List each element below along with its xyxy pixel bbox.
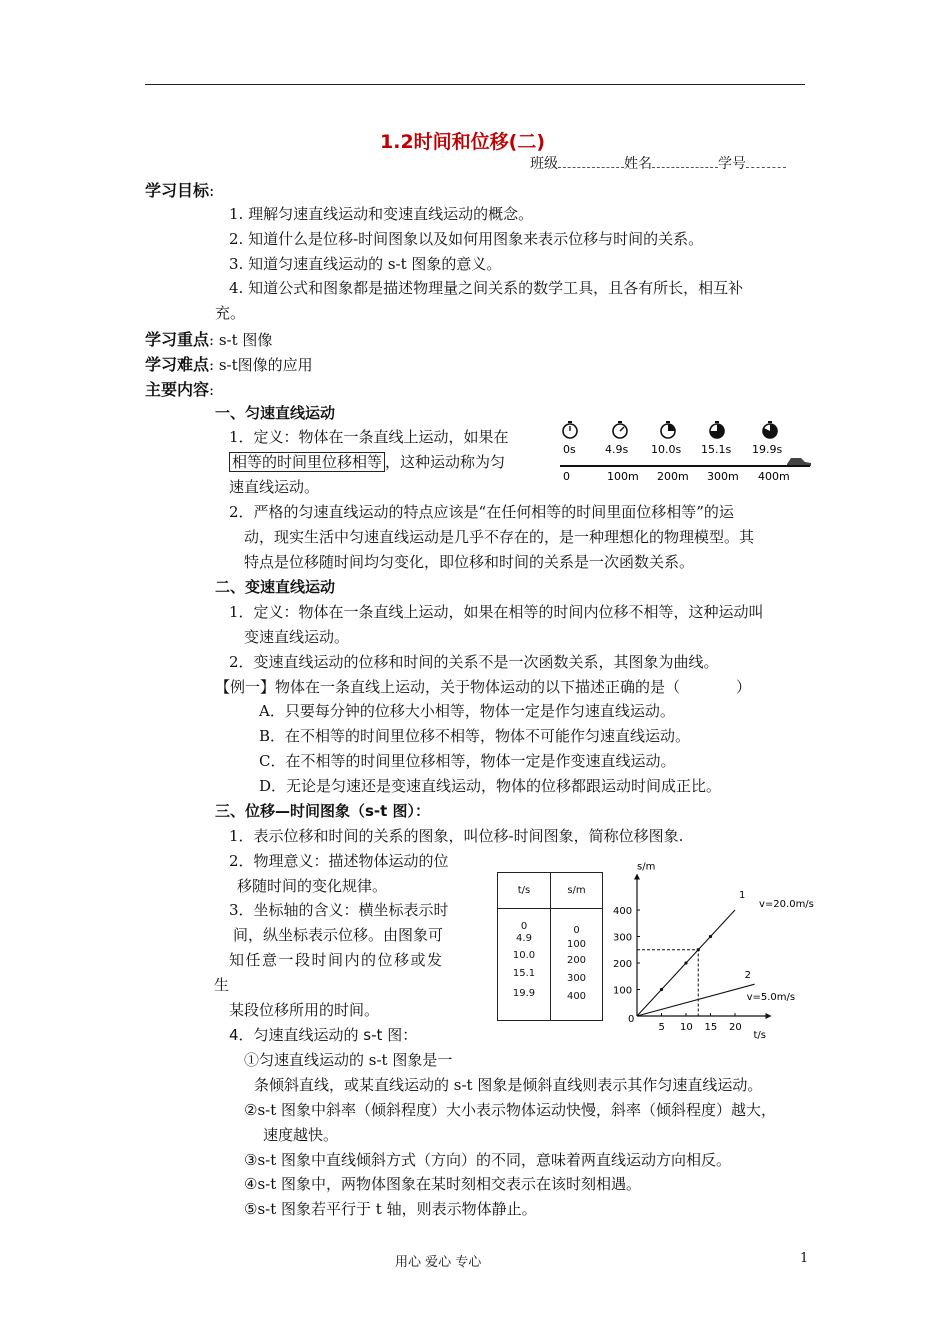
track-distance-label: 400m — [758, 470, 790, 483]
section3-p3-line5: 某段位移所用的时间。 — [229, 1001, 380, 1019]
table-header-t: t/s — [498, 873, 551, 909]
track-distance-label: 300m — [707, 470, 739, 483]
data-point — [709, 935, 712, 938]
difficulty-text: : s-t图像的应用 — [209, 356, 313, 374]
example-stem-text: 物体在一条直线上运动，关于物体运动的以下描述正确的是（ — [275, 678, 681, 696]
y-tick-label: 200 — [613, 959, 633, 970]
conclusion-3: ③s-t 图象中直线倾斜方式（方向）的不同，意味着两直线运动方向相反。 — [244, 1151, 732, 1169]
y-tick-label: 400 — [613, 906, 633, 917]
st-chart — [615, 852, 855, 1040]
y-tick-label: 300 — [613, 932, 633, 944]
s-value: 400 — [566, 991, 587, 1002]
section1-p2-line1: 2．严格的匀速直线运动的特点应该是“在任何相等的时间里面位移相等”的运 — [229, 503, 734, 521]
section3-heading: 三、位移—时间图象（s-t 图）： — [215, 802, 431, 820]
example-option: B．在不相等的时间里位移不相等，物体不可能作匀速直线运动。 — [259, 727, 691, 745]
goal-item: 3. 知道匀速直线运动的 s-t 图象的意义。 — [229, 255, 502, 273]
key-point-heading: 学习重点 — [145, 330, 210, 349]
key-point — [145, 327, 272, 350]
key-point-text: : s-t 图像 — [209, 331, 273, 349]
x-axis-label: t/s — [753, 1030, 766, 1041]
example-option: D．无论是匀速还是变速直线运动，物体的位移都跟运动时间成正比。 — [259, 777, 722, 795]
x-tick-label: 10 — [680, 1022, 693, 1033]
section1-def-line2 — [229, 451, 505, 472]
track-distance-label: 200m — [657, 470, 689, 483]
class-blank[interactable] — [558, 155, 624, 168]
series-line-2 — [637, 984, 755, 1016]
s-value: 100 — [566, 939, 587, 950]
section2-def-line1: 1．定义：物体在一条直线上运动，如果在相等的时间内位移不相等，这种运动叫 — [229, 603, 764, 621]
t-value: 0 — [520, 921, 528, 932]
track-time-label: 15.1s — [701, 443, 732, 456]
student-info — [530, 153, 786, 173]
footer-text: 用心 爱心 专心 — [395, 1255, 482, 1270]
page-number: 1 — [800, 1251, 809, 1266]
content-heading: 主要内容 — [145, 380, 210, 399]
y-tick-label: 100 — [613, 985, 633, 997]
t-column — [498, 909, 551, 1021]
section1-def-line3: 速直线运动。 — [229, 478, 320, 496]
track-distance-label: 100m — [607, 470, 639, 483]
track-time-label: 19.9s — [752, 443, 783, 456]
series-number: 2 — [744, 970, 751, 982]
data-point — [697, 948, 700, 951]
data-point — [660, 988, 663, 991]
section3-p3-line2: 间，纵坐标表示位移。由图象可 — [233, 926, 444, 944]
goal-item: 2. 知道什么是位移-时间图象以及如何用图象来表示位移与时间的关系。 — [229, 230, 704, 248]
header-rule — [145, 84, 805, 85]
track-distance-label: 0 — [563, 470, 570, 483]
y-axis-label: s/m — [637, 861, 656, 873]
t-value: 15.1 — [512, 968, 536, 979]
example-option: C．在不相等的时间里位移相等，物体一定是作变速直线运动。 — [259, 752, 676, 770]
goals-heading-line — [145, 178, 214, 201]
example-option: A．只要每分钟的位移大小相等，物体一定是作匀速直线运动。 — [259, 702, 675, 720]
class-label: 班级 — [530, 156, 558, 172]
x-tick-label: 20 — [729, 1022, 742, 1033]
section2-p2: 2．变速直线运动的位移和时间的关系不是一次函数关系，其图象为曲线。 — [229, 653, 719, 671]
conclusion-5: ⑤s-t 图象若平行于 t 轴，则表示物体静止。 — [244, 1200, 537, 1218]
section1-def-line1: 1．定义：物体在一条直线上运动，如果在 — [229, 428, 509, 446]
section3-p3-line1: 3．坐标轴的含义：横坐标表示时 — [229, 901, 449, 919]
number-blank[interactable] — [746, 155, 786, 168]
t-value: 19.9 — [512, 988, 536, 999]
def-boxed-phrase: 相等的时间里位移相等 — [229, 452, 385, 472]
example-label: 【例一】 — [215, 678, 276, 696]
example-stem — [215, 676, 751, 697]
stopwatch-icon — [563, 422, 577, 438]
x-axis-arrow — [766, 1013, 772, 1019]
data-table — [497, 872, 603, 1021]
goals-heading: 学习目标 — [145, 181, 210, 200]
origin-label: 0 — [628, 1014, 635, 1025]
track-time-label: 10.0s — [651, 443, 682, 456]
goal-item: 1. 理解匀速直线运动和变速直线运动的概念。 — [229, 205, 534, 223]
y-axis-arrow — [634, 874, 640, 880]
table-header-s: s/m — [551, 873, 603, 909]
difficulty-heading: 学习难点 — [145, 355, 210, 374]
conclusion-2-line2: 速度越快。 — [263, 1126, 339, 1144]
x-tick-label: 5 — [658, 1022, 665, 1033]
section3-p4: 4．匀速直线运动的 s-t 图： — [229, 1026, 418, 1044]
goals-colon: : — [209, 181, 215, 200]
t-value: 4.9 — [516, 933, 532, 944]
car-icon — [787, 458, 811, 466]
example-stem-end: ） — [736, 678, 752, 696]
t-value: 10.0 — [512, 950, 536, 961]
track-time-label: 4.9s — [605, 443, 629, 456]
s-value: 200 — [566, 955, 587, 966]
section2-heading: 二、变速直线运动 — [215, 578, 336, 596]
section3-p3-line3: 知任意一段时间内的位移或发 — [229, 951, 444, 969]
conclusion-1-line1: ①匀速直线运动的 s-t 图象是一 — [244, 1051, 453, 1069]
stopwatch-icon — [710, 422, 724, 438]
goal-item: 4. 知道公式和图象都是描述物理量之间关系的数学工具，且各有所长，相互补 — [229, 279, 744, 297]
content-colon: : — [209, 381, 215, 399]
data-point — [684, 961, 687, 964]
def-line2-rest: ，这种运动称为匀 — [385, 453, 506, 471]
x-tick-label: 15 — [704, 1022, 718, 1033]
section3-p2-line2: 移随时间的变化规律。 — [237, 877, 388, 895]
conclusion-4: ④s-t 图象中，两物体图象在某时刻相交表示在该时刻相遇。 — [244, 1175, 642, 1193]
name-blank[interactable] — [652, 155, 718, 168]
section1-heading: 一、匀速直线运动 — [215, 404, 336, 422]
page-title: 1.2时间和位移(二) — [380, 131, 546, 153]
series-speed-label: v=20.0m/s — [759, 899, 814, 910]
section3-p3-line4: 生 — [214, 976, 230, 994]
series-speed-label: v=5.0m/s — [746, 992, 796, 1004]
name-label: 姓名 — [624, 156, 652, 172]
difficulty — [145, 352, 313, 375]
section3-p1: 1．表示位移和时间的关系的图象，叫位移-时间图象，简称位移图象. — [229, 827, 684, 845]
stopwatch-icon — [763, 422, 777, 438]
stopwatch-icon — [613, 422, 627, 438]
conclusion-1-line2: 条倾斜直线，或某直线运动的 s-t 图象是倾斜直线则表示其作匀速直线运动。 — [254, 1076, 763, 1094]
s-column — [551, 909, 603, 1021]
s-value: 0 — [573, 925, 580, 936]
number-label: 学号 — [718, 156, 746, 172]
section1-p2-line2: 动，现实生活中匀速直线运动是几乎不存在的，是一种理想化的物理模型。其 — [244, 528, 755, 546]
stopwatch-icon — [661, 422, 675, 438]
goal-item: 充。 — [215, 304, 246, 322]
section3-p2-line1: 2．物理意义：描述物体运动的位 — [229, 852, 449, 870]
content — [145, 377, 214, 400]
track-figure — [555, 416, 810, 484]
track-time-label: 0s — [563, 443, 576, 456]
section1-p2-line3: 特点是位移随时间均匀变化，即位移和时间的关系是一次函数关系。 — [244, 553, 695, 571]
section2-def-line2: 变速直线运动。 — [244, 628, 350, 646]
conclusion-2-line1: ②s-t 图象中斜率（倾斜程度）大小表示物体运动快慢，斜率（倾斜程度）越大， — [244, 1101, 777, 1119]
s-value: 300 — [566, 973, 587, 984]
series-number: 1 — [739, 890, 746, 901]
